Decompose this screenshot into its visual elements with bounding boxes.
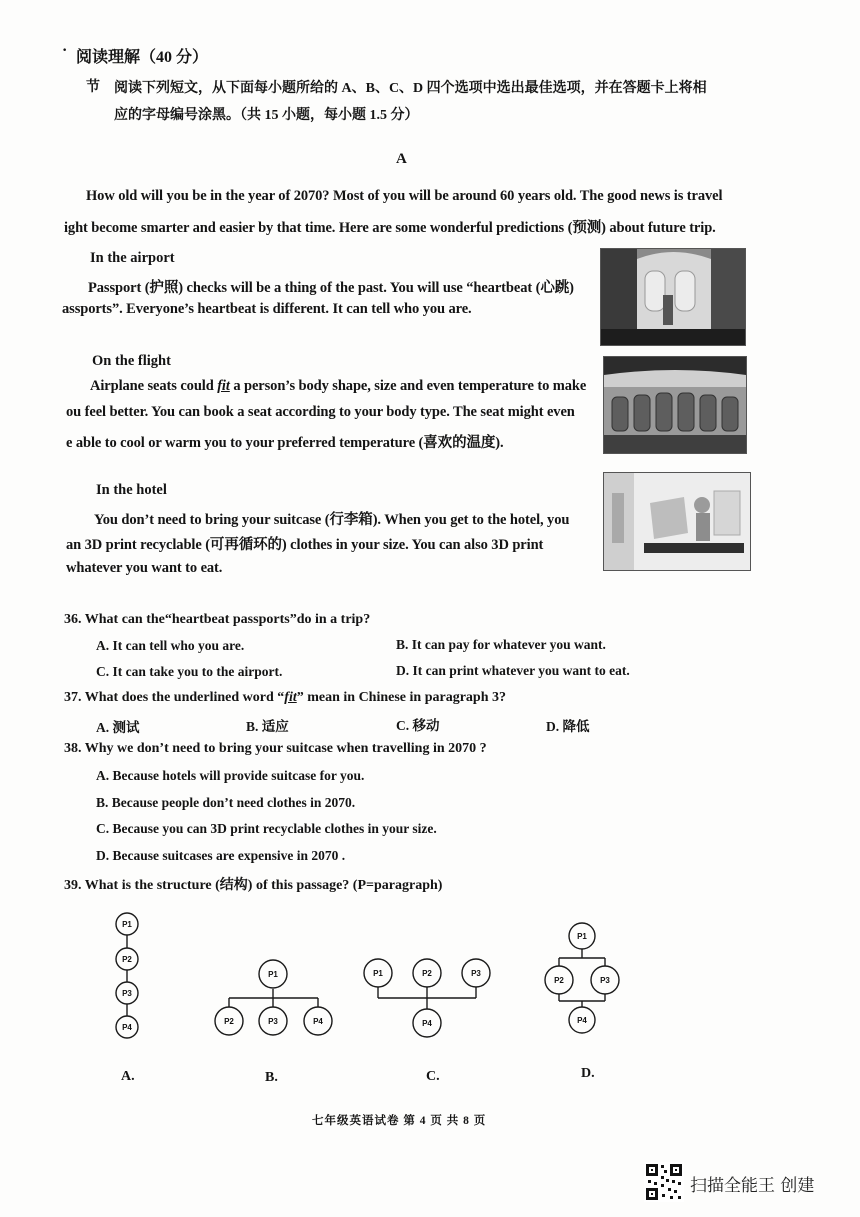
diagram-c-node-4: P4 [422, 1019, 432, 1028]
diagram-b-node-2: P2 [224, 1017, 234, 1026]
page-footer: 七年级英语试卷 第 4 页 共 8 页 [312, 1115, 487, 1127]
flight-line-3: e able to cool or warm you to your preferred temperature (喜欢的温度). [66, 435, 504, 451]
q37-option-b: B. 适应 [246, 719, 289, 734]
hotel-line-1: You don’t need to bring your suitcase (行李箱). When you get to the hotel, you [94, 512, 570, 528]
diagram-a-node-3: P3 [122, 989, 132, 998]
q36-option-c: C. It can take you to the airport. [96, 664, 283, 679]
airport-line-2: assports”. Everyone’s heartbeat is different. It can tell who you are. [62, 301, 472, 317]
diagram-a [116, 913, 138, 1038]
airport-photo [600, 248, 746, 346]
passage-letter: A [396, 151, 407, 167]
q37-option-d: D. 降低 [546, 719, 590, 734]
q39-option-b-label: B. [265, 1070, 278, 1085]
diagram-c-node-3: P3 [471, 969, 481, 978]
q39-option-d-label: D. [581, 1066, 595, 1081]
qr-code-icon [644, 1162, 684, 1202]
instruction-mark: 节 [86, 80, 100, 95]
hotel-line-2: an 3D print recyclable (可再循环的) clothes in your size. You can also 3D print [66, 537, 544, 553]
diagram-d-node-1: P1 [577, 932, 587, 941]
instruction-line-1: 阅读下列短文，从下面每小题所给的 A、B、C、D 四个选项中选出最佳选项，并在答题卡上将相 [114, 81, 707, 96]
flight-heading: On the flight [92, 353, 171, 369]
intro-line-1: How old will you be in the year of 2070? Most of you will be around 60 years old. The good news is travel [86, 188, 723, 204]
flight-line-1: Airplane seats could fit a person’s body shape, size and even temperature to make [90, 378, 587, 394]
q36-option-d: D. It can print whatever you want to eat. [396, 663, 630, 678]
q37-option-c: C. 移动 [396, 718, 440, 733]
airport-heading: In the airport [90, 250, 175, 266]
q39-option-a-label: A. [121, 1069, 135, 1084]
diagram-a-node-4: P4 [122, 1023, 132, 1032]
airplane-seats-photo [603, 356, 747, 454]
diagram-d-node-3: P3 [600, 976, 610, 985]
diagram-c-node-1: P1 [373, 969, 383, 978]
instruction-line-2: 应的字母编号涂黑。（共 15 小题，每小题 1.5 分） [114, 108, 419, 123]
q38-option-b: B. Because people don’t need clothes in 2070. [96, 795, 356, 810]
scanner-watermark: 扫描全能王 创建 [690, 1176, 815, 1196]
q37-underlined-fit: fit [284, 690, 297, 705]
q39-stem: 39. What is the structure (结构) of this passage? (P=paragraph) [64, 878, 443, 893]
diagram-b-node-4: P4 [313, 1017, 323, 1026]
diagram-b-node-1: P1 [268, 970, 278, 979]
hotel-line-3: whatever you want to eat. [66, 560, 223, 576]
section-bullet: · [62, 42, 68, 59]
q36-option-b: B. It can pay for whatever you want. [396, 637, 606, 652]
flight-line-2: ou feel better. You can book a seat according to your body type. The seat might even [66, 404, 575, 420]
section-title: 阅读理解（40 分） [76, 49, 209, 66]
q37-stem: 37. What does the underlined word “fit” mean in Chinese in paragraph 3? [64, 690, 506, 705]
intro-line-2: ight become smarter and easier by that time. Here are some wonderful predictions (预测) about future trip. [64, 220, 716, 236]
diagram-a-node-2: P2 [122, 955, 132, 964]
q38-stem: 38. Why we don’t need to bring your suitcase when travelling in 2070 ? [64, 741, 487, 756]
q38-option-a: A. Because hotels will provide suitcase for you. [96, 768, 365, 783]
underlined-word-fit: fit [217, 378, 230, 394]
q38-option-d: D. Because suitcases are expensive in 2070 . [96, 848, 346, 863]
diagram-d-node-2: P2 [554, 976, 564, 985]
q36-option-a: A. It can tell who you are. [96, 638, 245, 653]
q37-option-a: A. 测试 [96, 720, 140, 735]
diagram-a-node-1: P1 [122, 920, 132, 929]
diagram-d-node-4: P4 [577, 1016, 587, 1025]
hotel-3d-printing-photo [603, 472, 751, 571]
q38-option-c: C. Because you can 3D print recyclable clothes in your size. [96, 821, 437, 836]
diagram-b-node-3: P3 [268, 1017, 278, 1026]
hotel-heading: In the hotel [96, 482, 167, 498]
q36-stem: 36. What can the“heartbeat passports”do in a trip? [64, 612, 371, 627]
q39-option-c-label: C. [426, 1069, 440, 1084]
airport-line-1: Passport (护照) checks will be a thing of the past. You will use “heartbeat (心跳) [88, 280, 574, 296]
diagram-c-node-2: P2 [422, 969, 432, 978]
